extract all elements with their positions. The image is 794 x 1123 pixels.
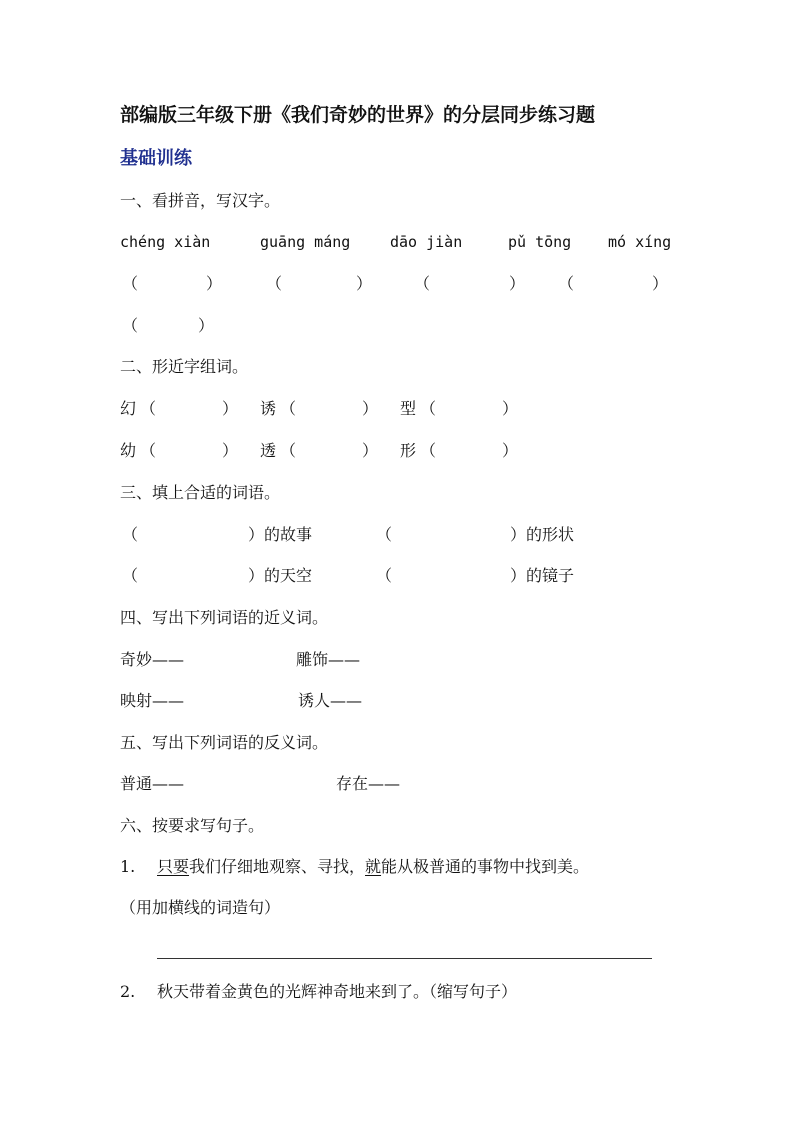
answer-paren-open[interactable]: （ (122, 525, 139, 544)
pinyin-word: chéng xiàn (120, 233, 211, 251)
synonym-prompt: 雕饰—— (296, 650, 361, 669)
pinyin-word: guāng máng (260, 233, 351, 251)
answer-paren-close: ） (206, 274, 223, 293)
answer-paren-open[interactable]: （ (420, 441, 437, 460)
answer-paren-open[interactable]: （ (420, 399, 437, 418)
question-heading: 二、形近字组词。 (120, 357, 249, 376)
char-item: 诱 (260, 399, 277, 418)
question-heading: 三、填上合适的词语。 (120, 483, 281, 502)
answer-paren-close: ） (502, 399, 519, 418)
answer-paren-close: ） (198, 316, 215, 335)
answer-paren-open[interactable]: （ (376, 566, 393, 585)
answer-paren-open[interactable]: （ (140, 441, 157, 460)
pinyin-word: dāo jiàn (390, 233, 463, 251)
answer-paren-close: ） (509, 274, 526, 293)
char-item: 形 (400, 441, 417, 460)
item-instruction: （用加横线的词造句） (120, 898, 281, 917)
answer-paren-open[interactable]: （ (122, 274, 139, 293)
question-heading: 一、看拼音，写汉字。 (120, 191, 281, 210)
antonym-prompt: 普通—— (120, 774, 185, 793)
pinyin-word: pǔ tōng (508, 233, 572, 251)
phrase-suffix: ）的镜子 (510, 566, 575, 585)
sentence-text: 秋天带着金黄色的光辉神奇地来到了。（缩写句子） (157, 982, 518, 1001)
item-number: 1. (120, 857, 136, 876)
answer-paren-close: ） (222, 441, 239, 460)
underlined-word: 只要 (157, 857, 190, 876)
underlined-word: 就 (365, 857, 382, 876)
item-number: 2. (120, 982, 136, 1001)
answer-paren-open[interactable]: （ (558, 274, 575, 293)
antonym-prompt: 存在—— (336, 774, 401, 793)
answer-paren-open[interactable]: （ (266, 274, 283, 293)
answer-paren-open[interactable]: （ (280, 441, 297, 460)
phrase-suffix: ）的形状 (510, 525, 575, 544)
answer-paren-close: ） (362, 399, 379, 418)
answer-paren-close: ） (356, 274, 373, 293)
char-item: 透 (260, 441, 277, 460)
char-item: 幼 (120, 441, 137, 460)
answer-paren-open[interactable]: （ (280, 399, 297, 418)
section-subtitle: 基础训练 (120, 148, 192, 169)
phrase-suffix: ）的故事 (248, 525, 313, 544)
sentence-text: 只要我们仔细地观察、寻找，就能从极普通的事物中找到美。 (157, 857, 590, 876)
question-heading: 五、写出下列词语的反义词。 (120, 733, 329, 752)
pinyin-word: mó xíng (608, 233, 672, 251)
synonym-prompt: 诱人—— (298, 691, 363, 710)
synonym-prompt: 奇妙—— (120, 650, 185, 669)
synonym-prompt: 映射—— (120, 691, 185, 710)
answer-paren-open[interactable]: （ (140, 399, 157, 418)
answer-paren-close: ） (652, 274, 669, 293)
page-title: 部编版三年级下册《我们奇妙的世界》的分层同步练习题 (120, 104, 596, 126)
question-heading: 四、写出下列词语的近义词。 (120, 608, 329, 627)
question-heading: 六、按要求写句子。 (120, 816, 265, 835)
answer-paren-open[interactable]: （ (122, 316, 139, 335)
answer-paren-open[interactable]: （ (414, 274, 431, 293)
phrase-suffix: ）的天空 (248, 566, 313, 585)
answer-line[interactable] (157, 958, 652, 959)
answer-paren-open[interactable]: （ (122, 566, 139, 585)
answer-paren-close: ） (362, 441, 379, 460)
char-item: 型 (400, 399, 417, 418)
char-item: 幻 (120, 399, 137, 418)
answer-paren-close: ） (222, 399, 239, 418)
answer-paren-open[interactable]: （ (376, 525, 393, 544)
answer-paren-close: ） (502, 441, 519, 460)
